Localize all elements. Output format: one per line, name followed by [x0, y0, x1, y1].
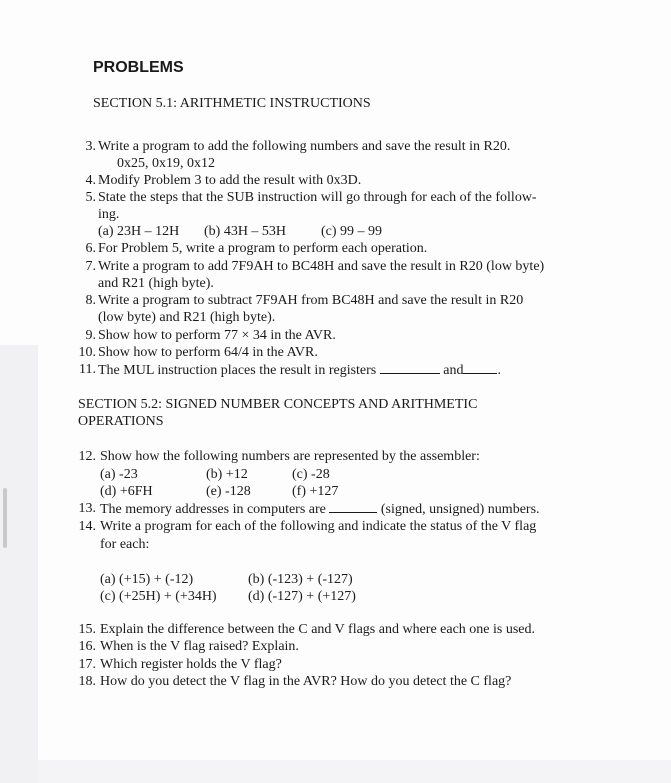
problem-14-option-b: (b) (-123) + (-127) — [248, 572, 353, 587]
problem-text: The memory addresses in computers are — [100, 502, 326, 517]
problem-text: State the steps that the SUB instruction will go through for each of the follow- — [98, 190, 537, 205]
problem-text: Write a program to subtract 7F9AH from BC48H and save the result in R20 — [98, 293, 524, 308]
page-title: PROBLEMS — [93, 59, 184, 76]
problem-number: 13. — [78, 501, 96, 516]
problem-text: Modify Problem 3 to add the result with 0x3D. — [98, 173, 362, 188]
problem-text-end: (signed, unsigned) numbers. — [380, 502, 540, 517]
problem-number: 8. — [85, 293, 96, 308]
problem-number: 7. — [85, 259, 96, 274]
problem-12-option-b: (b) +12 — [206, 467, 248, 482]
problem-number: 11. — [79, 362, 96, 377]
background-shade-left — [0, 345, 38, 783]
problem-number: 5. — [85, 190, 96, 205]
problem-5-option-b: (b) 43H – 53H — [204, 224, 287, 239]
problem-5-option-c: (c) 99 – 99 — [321, 224, 383, 239]
problem-5-continuation: ing. — [98, 207, 120, 222]
section-heading-5-2: SECTION 5.2: SIGNED NUMBER CONCEPTS AND ARITHMETIC OPERATIONS — [78, 397, 478, 429]
problem-text: Show how to perform 64/4 in the AVR. — [98, 345, 318, 360]
answer-blank — [380, 361, 440, 374]
problem-text: When is the V flag raised? Explain. — [100, 639, 299, 654]
problem-14-option-d: (d) (-127) + (+127) — [248, 589, 356, 604]
problem-14-option-c: (c) (+25H) + (+34H) — [100, 589, 217, 604]
problem-text: For Problem 5, write a program to perform each operation. — [98, 241, 428, 256]
problem-5-option-a: (a) 23H – 12H — [98, 224, 180, 239]
background-shade-bottom — [38, 760, 671, 783]
problem-14-continuation: for each: — [100, 537, 150, 552]
problem-3-numbers: 0x25, 0x19, 0x12 — [117, 156, 215, 171]
problem-8-continuation: (low byte) and R21 (high byte). — [98, 310, 276, 325]
and-word: and — [443, 363, 464, 378]
problem-number: 15. — [78, 622, 96, 637]
problem-number: 6. — [85, 241, 96, 256]
problem-7-continuation: and R21 (high byte). — [98, 276, 214, 291]
problem-number: 9. — [85, 328, 96, 343]
problem-12-option-d: (d) +6FH — [100, 484, 153, 499]
problem-14-option-a: (a) (+15) + (-12) — [100, 572, 194, 587]
problem-text: Which register holds the V flag? — [100, 657, 282, 672]
problem-text: The MUL instruction places the result in registers — [98, 363, 377, 378]
problem-12-option-f: (f) +127 — [292, 484, 339, 499]
problem-text: Show how to perform 77 × 34 in the AVR. — [98, 328, 336, 343]
scrollbar-thumb[interactable] — [3, 488, 7, 548]
problem-number: 14. — [78, 519, 96, 534]
problem-12-option-c: (c) -28 — [292, 467, 330, 482]
problem-number: 3. — [85, 139, 96, 154]
problem-text: Explain the difference between the C and V flags and where each one is used. — [100, 622, 536, 637]
problem-11-line — [98, 361, 501, 379]
problem-number: 18. — [78, 674, 96, 689]
problem-12-option-e: (e) -128 — [206, 484, 251, 499]
problem-12-option-a: (a) -23 — [100, 467, 138, 482]
section-heading-5-1: SECTION 5.1: ARITHMETIC INSTRUCTIONS — [93, 96, 371, 111]
problem-text: Show how the following numbers are represented by the assembler: — [100, 449, 480, 464]
problem-13-line — [100, 500, 540, 518]
answer-blank — [463, 361, 497, 374]
problem-text: How do you detect the V flag in the AVR? How do you detect the C flag? — [100, 674, 512, 689]
problem-text: Write a program for each of the following and indicate the status of the V flag — [100, 519, 537, 534]
problem-number: 17. — [78, 657, 96, 672]
answer-blank — [329, 500, 377, 513]
period: . — [497, 363, 501, 378]
problem-text: Write a program to add the following numbers and save the result in R20. — [98, 139, 511, 154]
problem-number: 12. — [78, 449, 96, 464]
problem-number: 4. — [85, 173, 96, 188]
problem-text: Write a program to add 7F9AH to BC48H and save the result in R20 (low byte) — [98, 259, 545, 274]
problem-number: 16. — [78, 639, 96, 654]
problem-number: 10. — [78, 345, 96, 360]
